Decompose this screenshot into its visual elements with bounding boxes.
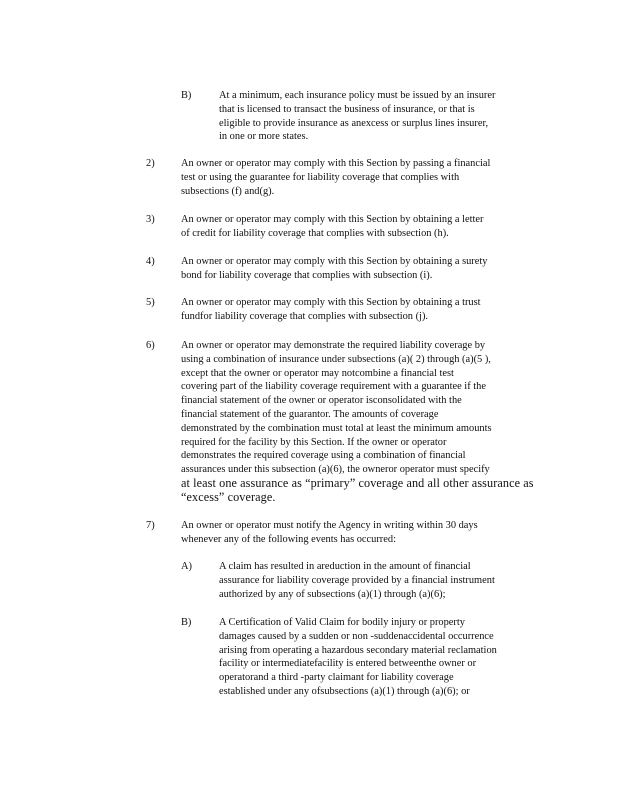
text-line: An owner or operator must notify the Agency in writing within 30 days (181, 520, 478, 531)
text-line: eligible to provide insurance as anexcess or surplus lines insurer, (219, 117, 489, 129)
text-line: An owner or operator may comply with this Section by obtaining a surety (181, 256, 488, 267)
text-line: An owner or operator may comply with this Section by obtaining a letter (181, 214, 484, 225)
text-line: An owner or operator may comply with this Section by obtaining a trust (181, 297, 481, 308)
text-line: using a combination of insurance under subsections (a)( 2) through (a)(5 ), (181, 353, 491, 365)
text-line: demonstrates the required coverage using a combination of financial (181, 450, 466, 462)
list-marker: 6) (146, 340, 155, 351)
text-line: fundfor liability coverage that complies with subsection (j). (181, 310, 429, 322)
list-item-text (181, 213, 541, 241)
text-line: except that the owner or operator may notcombine a financial test (181, 367, 454, 379)
text-line: A claim has resulted in areduction in the amount of financial (219, 561, 471, 572)
text-line-primary-excess: at least one assurance as “primary” coverage and all other assurance as (181, 475, 534, 490)
text-line: test or using the guarantee for liability coverage that complies with (181, 171, 460, 183)
list-marker: 5) (146, 297, 155, 308)
text-line: authorized by any of subsections (a)(1) through (a)(6); (219, 588, 446, 600)
text-line: damages caused by a sudden or non -suddenaccidental occurrence (219, 630, 494, 642)
text-line: An owner or operator may comply with this Section by passing a financial (181, 158, 491, 169)
list-marker: B) (181, 90, 192, 101)
text-line: operatorand a third -party claimant for liability coverage (219, 672, 454, 684)
list-item-text (219, 616, 541, 699)
text-line: required for the facility by this Section. If the owner or operator (181, 436, 447, 448)
text-line: whenever any of the following events has occurred: (181, 533, 396, 545)
text-line: in one or more states. (219, 131, 309, 143)
text-line: subsections (f) and(g). (181, 185, 275, 197)
text-line: that is licensed to transact the business of insurance, or that is (219, 103, 475, 115)
text-line: established under any ofsubsections (a)(1) through (a)(6); or (219, 685, 470, 697)
list-item-text (219, 89, 541, 144)
text-line: of credit for liability coverage that complies with subsection (h). (181, 227, 449, 239)
list-marker: 3) (146, 214, 155, 225)
list-marker: A) (181, 561, 192, 572)
text-line: At a minimum, each insurance policy must be issued by an insurer (219, 90, 496, 101)
text-line: facility or intermediatefacility is entered betweenthe owner or (219, 658, 477, 670)
list-marker: 2) (146, 158, 155, 169)
text-line: A Certification of Valid Claim for bodily injury or property (219, 617, 465, 628)
text-line: financial statement of the owner or operator isconsolidated with the (181, 395, 462, 407)
list-item-text (219, 560, 541, 601)
text-line: demonstrated by the combination must total at least the minimum amounts (181, 422, 492, 434)
list-marker: B) (181, 617, 192, 628)
text-line-excess-coverage: “excess” coverage. (181, 489, 276, 504)
list-item-text (181, 339, 541, 505)
list-item-text (181, 519, 541, 547)
list-item-text (181, 296, 541, 324)
list-item-text (181, 255, 541, 283)
list-item-text (181, 157, 541, 198)
text-line: financial statement of the guarantor. The amounts of coverage (181, 408, 439, 420)
list-marker: 4) (146, 256, 155, 267)
text-line: assurance for liability coverage provided by a financial instrument (219, 574, 495, 586)
text-line: covering part of the liability coverage requirement with a guarantee if the (181, 381, 486, 393)
text-line: An owner or operator may demonstrate the required liability coverage by (181, 340, 486, 351)
text-line: assurances under this subsection (a)(6), the ownеror operator must specify (181, 464, 490, 476)
text-line: bond for liability coverage that complies with subsection (i). (181, 269, 433, 281)
list-marker: 7) (146, 520, 155, 531)
text-line: arising from operating a hazardous secondary material reclamation (219, 644, 497, 656)
